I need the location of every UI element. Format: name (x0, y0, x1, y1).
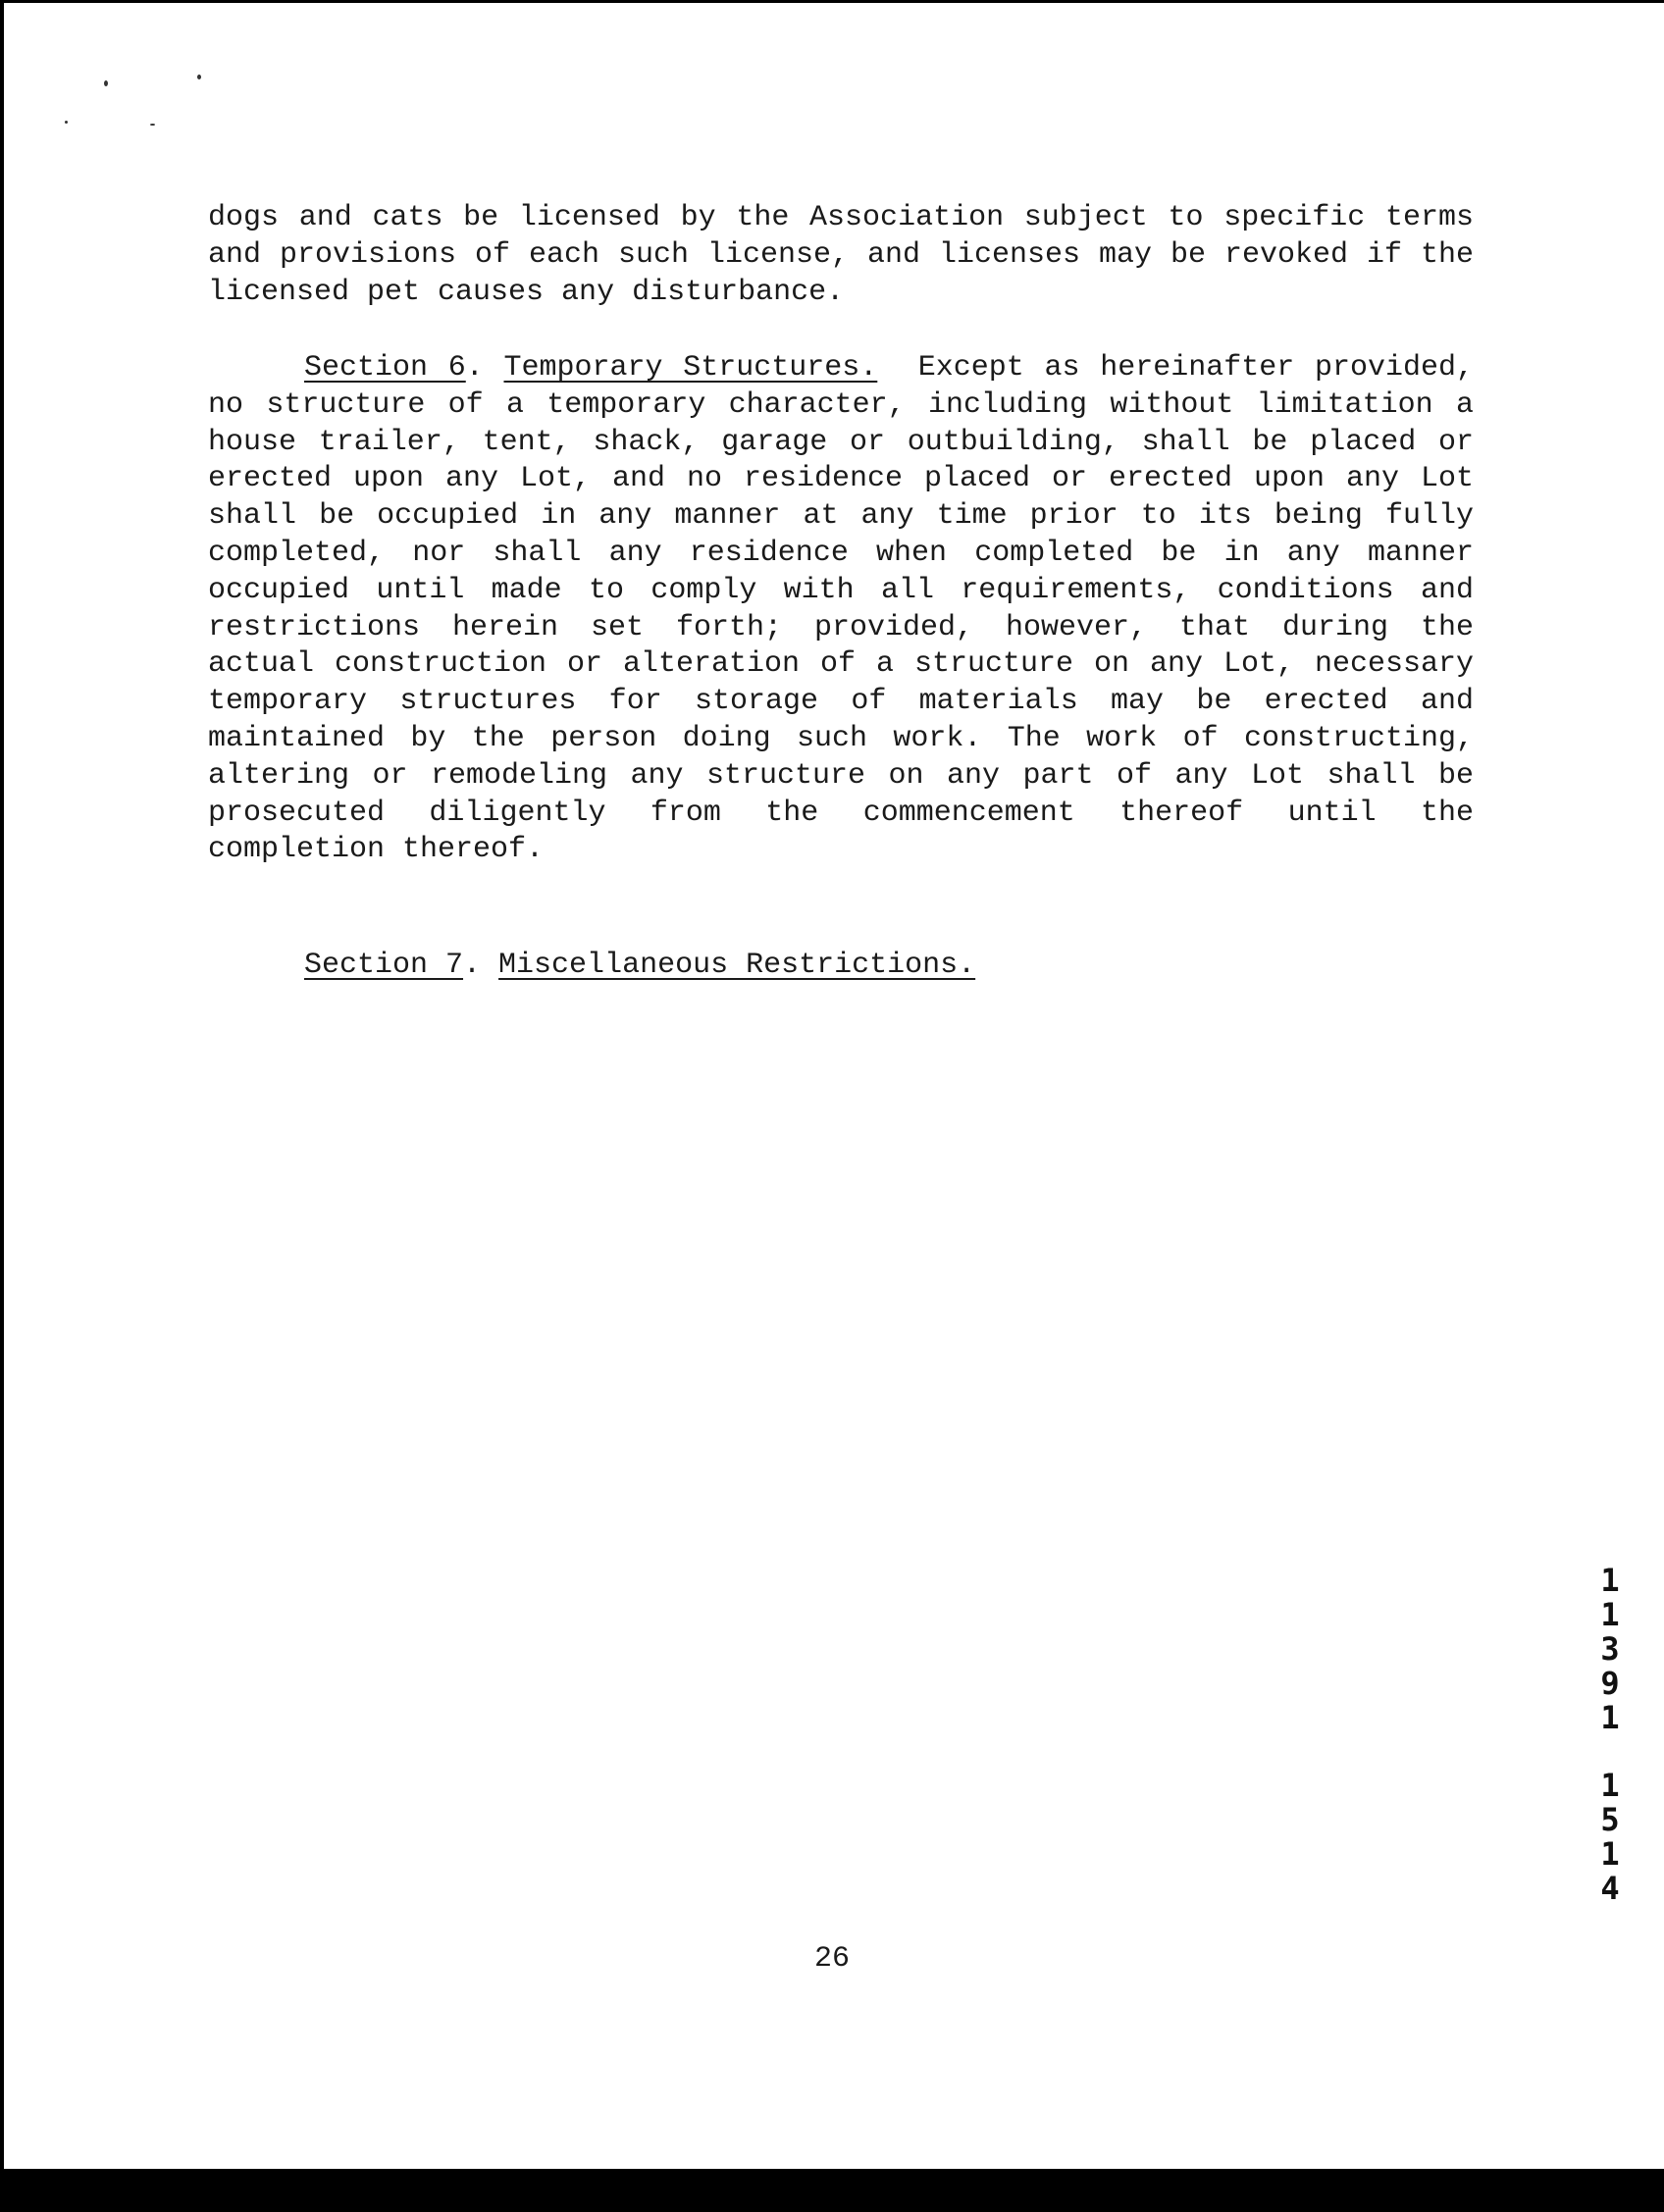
section-6-label: Section 6 (304, 351, 466, 385)
bates-digit: 4 (1600, 1870, 1620, 1907)
bates-digit: 1 (1600, 1767, 1620, 1804)
scan-edge-left (0, 0, 4, 2212)
scan-edge-bottom (0, 2169, 1664, 2212)
section-6-paragraph: Section 6. Temporary Structures. Except as hereinafter provided, no structure of a temporary character, including without limitation a house trailer, tent, shack, garage or outbuilding, shall be placed or erected upon any Lot, and no residence placed or erected upon any Lot shall be occupied in any manner at any time prior to its being fully completed, nor shall any residence when completed be in any manner occupied until made to comply with all requirements, conditions and restrictions herein set forth; provided, however, that during the actual construction or alteration of a structure on any Lot, necessary temporary structures for storage of materials may be erected and maintained by the person doing such work. The work of constructing, altering or remodeling any structure on any part of any Lot shall be prosecuted diligently from the commencement thereof until the completion thereof. (208, 351, 1474, 867)
page-number: 26 (813, 1942, 850, 1976)
bates-number (1593, 1564, 1627, 1906)
bates-gap (1593, 1735, 1627, 1769)
scan-speck (104, 80, 108, 86)
scan-speck (197, 75, 201, 79)
bates-digit: 1 (1600, 1596, 1620, 1633)
section-6-body: Except as hereinafter provided, no structure of a temporary character, including without limitation a house trailer, tent, shack, garage or outbuilding, shall be placed or erected upon any Lot, and no residence placed or erected upon any Lot shall be occupied in any manner at any time prior to its being fully completed, nor shall any residence when completed be in any manner occupied until made to comply with all requirements, conditions and restrictions herein set forth; provided, however, that during the actual construction or alteration of a structure on any Lot, necessary temporary structures for storage of materials may be erected and maintained by the person doing such work. The work of constructing, altering or remodeling any structure on any part of any Lot shall be prosecuted diligently from the commencement thereof until the completion thereof. (208, 351, 1474, 867)
bates-digit: 5 (1600, 1801, 1620, 1838)
bates-digit: 1 (1600, 1699, 1620, 1736)
bates-digit: 3 (1600, 1630, 1620, 1668)
scan-edge-top (0, 0, 1664, 3)
scan-speck (65, 121, 68, 124)
paragraph-continued: dogs and cats be licensed by the Association subject to specific terms and provisions of each such license, and licenses may be revoked if the licensed pet causes any disturbance. (208, 201, 1474, 309)
section-7-heading: Section 7. Miscellaneous Restrictions. (304, 949, 976, 982)
section-6-title: Temporary Structures. (503, 351, 878, 385)
section-7-title: Miscellaneous Restrictions. (498, 949, 976, 982)
bates-digit: 1 (1600, 1835, 1620, 1873)
scan-speck (150, 124, 155, 126)
bates-digit: 1 (1600, 1562, 1620, 1599)
section-7-label: Section 7 (304, 949, 464, 982)
bates-digit: 9 (1600, 1665, 1620, 1702)
